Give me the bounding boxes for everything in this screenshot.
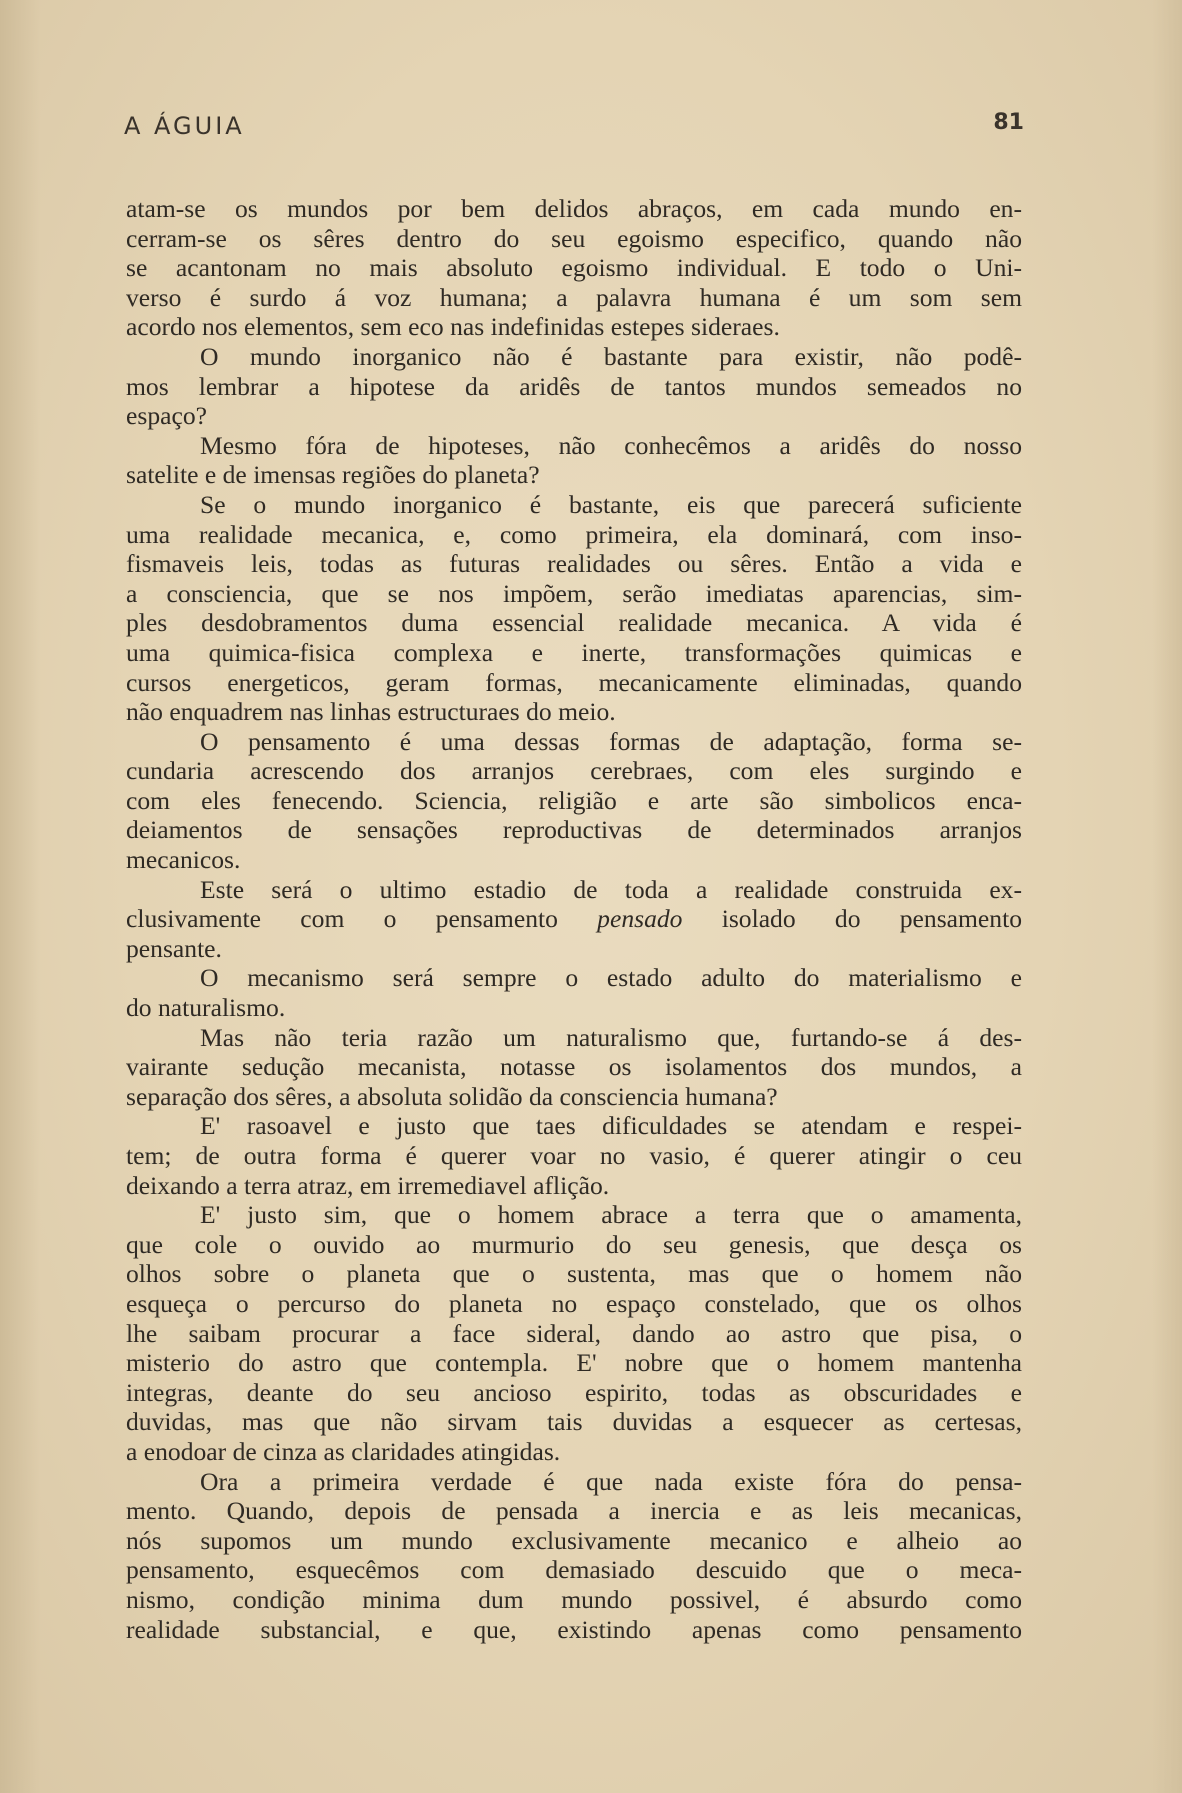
text-line: O mecanismo será sempre o estado adulto do materialismo e — [200, 963, 1022, 993]
text-line: olhos sobre o planeta que o sustenta, mas que o homem não — [126, 1259, 1022, 1289]
text-line: que cole o ouvido ao murmurio do seu genesis, que desça os — [126, 1229, 1022, 1259]
page-edge-shadow-left — [0, 0, 40, 1793]
text-line: do naturalismo. — [126, 993, 286, 1023]
page-header — [124, 112, 1024, 152]
text-line: E' justo sim, que o homem abrace a terra que o amamenta, — [200, 1200, 1022, 1230]
text-line: mecanicos. — [126, 845, 241, 875]
text-segment: isolado do pensamento — [682, 904, 1022, 934]
text-line: nós supomos um mundo exclusivamente mecanico e alheio ao — [126, 1525, 1022, 1555]
text-line: atam-se os mundos por bem delidos abraços, em cada mundo en- — [126, 194, 1022, 223]
text-line: uma realidade mecanica, e, como primeira, ela dominará, com inso- — [126, 519, 1022, 549]
text-line: Ora a primeira verdade é que nada existe fóra do pensa- — [200, 1466, 1022, 1496]
text-line: Este será o ultimo estadio de toda a realidade construida ex- — [200, 874, 1022, 904]
text-line: deiamentos de sensações reproductivas de determinados arranjos — [126, 815, 1022, 845]
running-title: A ÁGUIA — [124, 112, 245, 140]
text-line: a consciencia, que se nos impõem, serão imediatas aparencias, sim- — [126, 578, 1022, 608]
text-line: pensante. — [126, 933, 222, 963]
text-line: pensamento, esquecêmos com demasiado descuido que o meca- — [126, 1555, 1022, 1585]
text-line: Se o mundo inorganico é bastante, eis que parecerá suficiente — [200, 489, 1022, 519]
text-line: misterio do astro que contempla. E' nobre que o homem mantenha — [126, 1348, 1022, 1378]
text-line: deixando a terra atraz, em irremediavel aflição. — [126, 1170, 610, 1200]
text-line: lhe saibam procurar a face sideral, dando ao astro que pisa, o — [126, 1318, 1022, 1348]
page-number: 81 — [993, 110, 1024, 135]
text-line: esqueça o percurso do planeta no espaço constelado, que os olhos — [126, 1288, 1022, 1318]
text-line: satelite e de imensas regiões do planeta? — [126, 460, 540, 490]
body-text — [126, 194, 1022, 1644]
text-line: E' rasoavel e justo que taes dificuldades se atendam e respei- — [200, 1111, 1022, 1141]
text-line: espaço? — [126, 401, 207, 431]
italic-word: pensado — [597, 904, 683, 934]
text-line: Mas não teria razão um naturalismo que, furtando-se á des- — [200, 1022, 1022, 1052]
text-line: mos lembrar a hipotese da aridês de tantos mundos semeados no — [126, 371, 1022, 401]
text-line: a enodoar de cinza as claridades atingidas. — [126, 1436, 561, 1466]
text-line: verso é surdo á voz humana; a palavra humana é um som sem — [126, 282, 1022, 312]
text-line: cundaria acrescendo dos arranjos cerebraes, com eles surgindo e — [126, 756, 1022, 786]
text-line: O mundo inorganico não é bastante para existir, não podê- — [200, 341, 1022, 371]
text-line: fismaveis leis, todas as futuras realidades ou sêres. Então a vida e — [126, 549, 1022, 579]
text-line: se acantonam no mais absoluto egoismo individual. E todo o Uni- — [126, 253, 1022, 283]
text-line: Mesmo fóra de hipoteses, não conhecêmos a aridês do nosso — [200, 430, 1022, 460]
text-line: realidade substancial, e que, existindo apenas como pensamento — [126, 1614, 1022, 1644]
text-line: duvidas, mas que não sirvam tais duvidas a esquecer as certesas, — [126, 1407, 1022, 1437]
text-line: cursos energeticos, geram formas, mecanicamente eliminadas, quando — [126, 667, 1022, 697]
page-edge-shadow-right — [1152, 0, 1182, 1793]
text-line: cerram-se os sêres dentro do seu egoismo especifico, quando não — [126, 223, 1022, 253]
text-segment: clusivamente com o pensamento — [126, 904, 598, 934]
text-line: com eles fenecendo. Sciencia, religião e arte são simbolicos enca- — [126, 785, 1022, 815]
text-line: vairante sedução mecanista, notasse os isolamentos dos mundos, a — [126, 1052, 1022, 1082]
text-line: nismo, condição minima dum mundo possivel, é absurdo como — [126, 1584, 1022, 1614]
text-line: tem; de outra forma é querer voar no vasio, é querer atingir o ceu — [126, 1141, 1022, 1170]
text-line: não enquadrem nas linhas estructuraes do meio. — [126, 697, 616, 727]
text-line: O pensamento é uma dessas formas de adaptação, forma se- — [200, 726, 1022, 756]
text-line: separação dos sêres, a absoluta solidão da consciencia humana? — [126, 1081, 778, 1111]
text-line: ples desdobramentos duma essencial realidade mecanica. A vida é — [126, 608, 1022, 638]
text-line: uma quimica-fisica complexa e inerte, transformações quimicas e — [126, 637, 1022, 667]
text-line: integras, deante do seu ancioso espirito, todas as obscuridades e — [126, 1377, 1022, 1407]
text-line — [126, 904, 1022, 934]
text-line: acordo nos elementos, sem eco nas indefinidas estepes sideraes. — [126, 312, 780, 342]
text-line: mento. Quando, depois de pensada a inercia e as leis mecanicas, — [126, 1496, 1022, 1526]
